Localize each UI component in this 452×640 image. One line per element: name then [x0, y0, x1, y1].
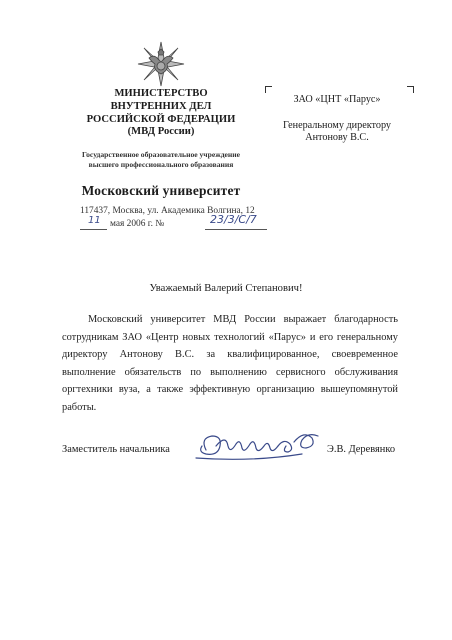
date-day-underline — [80, 229, 107, 230]
handwritten-signature — [192, 424, 332, 466]
institution-line: Государственное образовательное учреждение — [81, 150, 241, 159]
addressee — [272, 94, 402, 145]
mvd-emblem-icon — [136, 40, 186, 88]
corner-mark-right — [407, 86, 414, 93]
date-reference-line — [80, 213, 280, 232]
reference-number: 23/3/С/7 — [210, 213, 257, 226]
corner-mark-left — [265, 86, 272, 93]
date-day: 11 — [88, 215, 101, 226]
university-name: Московский университет — [81, 183, 241, 198]
date-number-underline — [205, 229, 267, 230]
ministry-line: РОССИЙСКОЙ ФЕДЕРАЦИИ — [86, 113, 236, 125]
signatory-title: Заместитель начальника — [62, 444, 170, 455]
ministry-name — [68, 88, 254, 139]
salutation: Уважаемый Валерий Степанович! — [149, 283, 303, 294]
addressee-name: Антонову В.С. — [305, 132, 369, 144]
ministry-line: ВНУТРЕННИХ ДЕЛ — [110, 100, 212, 112]
ministry-line: (МВД России) — [127, 126, 195, 138]
addressee-org: ЗАО «ЦНТ «Парус» — [293, 94, 381, 105]
address: 117437, Москва, ул. Академика Волгина, 12 — [80, 206, 255, 216]
institution-type — [62, 150, 260, 170]
institution-line: высшего профессионального образования — [88, 160, 234, 169]
addressee-position: Генеральному директору — [282, 119, 391, 131]
date-text: мая 2006 г. № — [110, 219, 165, 229]
letter-body: Московский университет МВД России выражает благодарность сотрудникам ЗАО «Центр новых технологий «Парус» и его генеральному директору Антонову В.С. за квалифицированное, своевременное выполнение обязательств по выполнению сервисного обслуживания оргтехники вуза, а также эффективную организацию вышеупомянутой работы. — [62, 314, 398, 413]
signatory-name: Э.В. Деревянко — [327, 444, 396, 455]
ministry-line: МИНИСТЕРСТВО — [114, 88, 208, 99]
